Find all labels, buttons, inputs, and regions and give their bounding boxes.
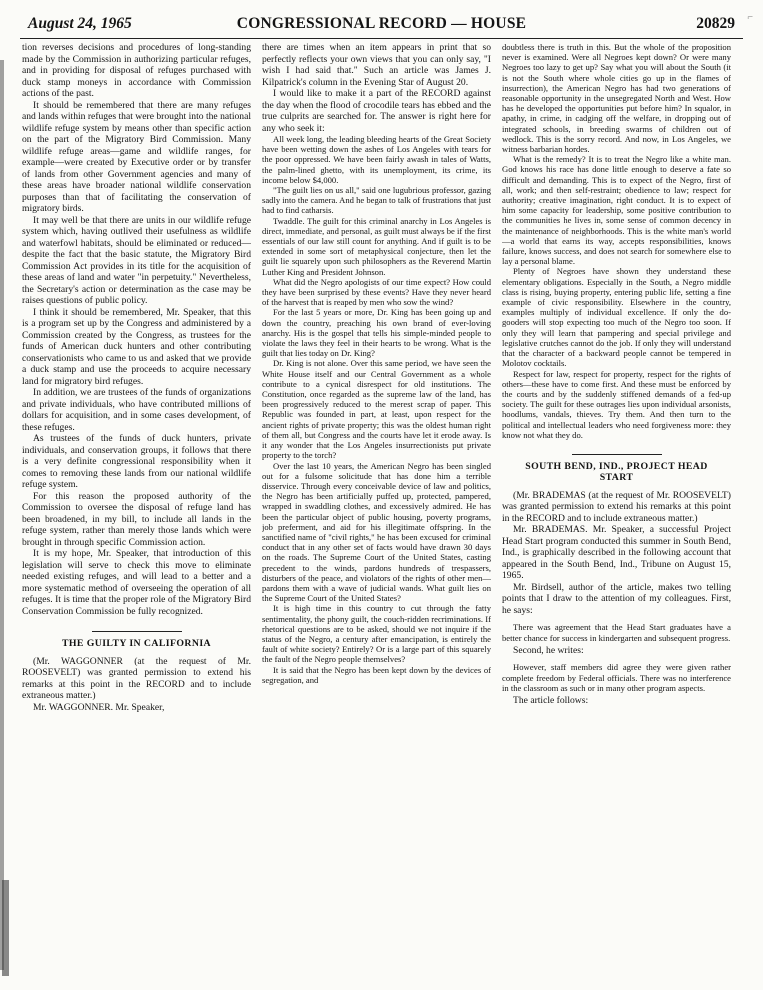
header-title: CONGRESSIONAL RECORD — HOUSE — [236, 15, 527, 32]
column-right-body — [502, 42, 731, 440]
paragraph: Respect for law, respect for property, respect for the rights of others—these have to come first. And these must be enforced by the courts and by the suddenly stiffened demands of a fed-up society. The guilt for these outrages lies upon individual arsonists, hoodlums, vandals, thieves. Try them. And then turn to the political and intellectual leaders who need forgiveness more: they know not what they do. — [502, 368, 731, 440]
paragraph: All week long, the leading bleeding hearts of the Great Society have been wetting down the ashes of Los Angeles with tears for the poor oppressed. We have been fairly awash in tales of Watts, the palm-lined ghetto, with its unemployment, its crime, its income below $4,000. — [262, 134, 491, 185]
column-right-section-body — [502, 524, 731, 706]
paragraph: Over the last 10 years, the American Negro has been singled out for a fulsome solicitude that has done him a terrible disservice. Through every conceivable device of law and politics, the Negro has been artificially puffed up, protected, pampered, wrapped in swaddling clothes, and excessively admired. He has been the particular object of public housing, poverty programs, job preferment, and aid for his illegitimate offspring. In the sanctified name of "civil rights," he has been excused for criminal conduct that in any other set of facts would have drawn 30 days on the roads. The Supreme Court of the United States, casting precedent to the winds, pardons hundreds of trespassers, disturbers of the peace, and violators of the rights of other men—pardons them with a wave of judicial wands. What guilt lies on the Supreme Court of the United States? — [262, 460, 491, 604]
section-note: (Mr. WAGGONNER (at the request of Mr. ROOSEVELT) was granted permission to extend his remarks at this point in the RECORD and to include extraneous matter.) — [22, 655, 251, 701]
paragraph: It is high time in this country to cut through the fatty sentimentality, the phony guilt, the couch-ridden recriminations. If rhetorical questions are to be asked, should we not inquire if the status of the Negro, a century after emancipation, is entirely the fault of white society? Entirely? Or is a large part of this squarely the fault of the Negro people themselves? — [262, 603, 491, 665]
paragraph: tion reverses decisions and procedures of long-standing made by the Commission in authorizing particular refuges, and in providing for disposal of refuges purchased with duck stamp moneys in accordance with Commission actions of the past. — [22, 42, 251, 99]
header-page-number: 20829 — [696, 15, 735, 32]
section-start: Mr. WAGGONNER. Mr. Speaker, — [33, 701, 165, 713]
paragraph: In addition, we are trustees of the funds of organizations and private individuals, who have contributed millions of dollars for acquisition, and in some cases development, of these refuges. — [22, 387, 251, 433]
column-middle — [262, 42, 491, 977]
paragraph: Plenty of Negroes have shown they understand these elementary obligations. Especially in the South, a Negro middle class is rising, buying property, entering public life, setting a fine example of civic responsibility. Elsewhere in the country, examples multiply of individual excellence. If only the do-gooders will stop expecting too much of the Negro too soon. If only they will learn that pampering and special privilege and legislative crutches cannot do the job. If only they will understand that the character of a backward people cannot be tempered in Molotov cocktails. — [502, 266, 731, 369]
paragraph: It is said that the Negro has been kept down by the devices of segregation, and — [262, 664, 491, 685]
paragraph: I would like to make it a part of the RECORD against the day when the flood of crocodile tears has ebbed and the true culprits are searched for. The answer is right here for any who seek it: — [262, 88, 491, 134]
paragraph: It is my hope, Mr. Speaker, that introduction of this legislation will serve to check this move to eliminate needed existing refuges, and will lead to a better and a more systematic method of overseeing the operation of all refuges. It is time that the proper role of the Migratory Bird Conservation Commission be fully recognized. — [22, 548, 251, 617]
section-title-guilty-in-california: THE GUILTY IN CALIFORNIA — [61, 638, 212, 649]
corner-mark: ⌐ — [747, 12, 753, 23]
paragraph: There was agreement that the Head Start graduates have a better chance for success in kindergarten and subsequent progress. — [502, 622, 731, 643]
column-left — [22, 42, 251, 977]
section-title-south-bend-head-start: SOUTH BEND, IND., PROJECT HEAD START — [525, 460, 708, 484]
paragraph: It should be remembered that there are many refuges and lands within refuges that were brought into the national wildlife refuge system by means other than specific action on the part of the Migratory Bird Commission. Many wildlife refuge areas—game and wildlife ranges, for example—were created by Executive order or by transfer of lands from other Government agencies and many of these areas have broader national wildlife conservation purposes than that of facilitating the conservation of migratory birds. — [22, 99, 251, 214]
paragraph: "The guilt lies on us all," said one lugubrious professor, gazing sadly into the camera. And he began to talk of frustrations that just had to find catharsis. — [262, 185, 491, 216]
paragraph: Second, he writes: — [513, 644, 584, 656]
paragraph: Dr. King is not alone. Over this same period, we have seen the White House itself and our Central Government as a whole contribute to a cynical disrespect for old institutions. The Constitution, once regarded as the supreme law of the land, has been progressively reduced to the merest scrap of paper. This Republic was founded in part, at least, upon respect for the ancient rights of private property; this was the oldest human right of them all, but Congress and the courts have let it erode away. Is it any wonder that the Los Angeles insurrectionists put private property to the torch? — [262, 358, 491, 461]
paragraph: doubtless there is truth in this. But the whole of the proposition never is examined. Were all Negroes kept down? Or were many Negroes too lazy to get up? Say what you will about the South (it is not the South where whole cities go up in the flames of insurrection), the American Negro has had two generations of reasonable opportunity in the unsegregated North and West. How has he developed the opportunities put before him? In squalor, in apathy, in crime, in cadging off the welfare, in dropping out of integrated schools, in breeding swarms of children out of wedlock. This is the sorry record. And now, in Los Angeles, we witness barbarian hordes. — [502, 42, 731, 155]
section-divider — [572, 454, 662, 455]
paragraph: The article follows: — [513, 694, 589, 706]
paragraph: However, staff members did agree they were given rather complete freedom by Federal officials. There was no interference in the classroom as such or in many other program aspects. — [502, 662, 731, 693]
paragraph: Mr. BRADEMAS. Mr. Speaker, a successful Project Head Start program conducted this summer in South Bend, Ind., is graphically described in the following account that appeared in the South Bend, Ind., Tribune on August 15, 1965. — [502, 524, 731, 582]
page-header — [20, 15, 743, 37]
scan-edge-artifact — [0, 60, 4, 970]
header-rule — [20, 38, 743, 39]
paragraph: As trustees of the funds of duck hunters, private individuals, and conservation groups, it follows that there is a very definite congressional responsibility when it comes to removing these lands from our national wildlife refuge system. — [22, 433, 251, 490]
section-note: (Mr. BRADEMAS (at the request of Mr. ROOSEVELT) was granted permission to extend his remarks at this point in the RECORD and to include extraneous matter.) — [502, 489, 731, 524]
paragraph: I think it should be remembered, Mr. Speaker, that this is a program set up by the Congress and administered by a Commission created by the Congress, as trustees for the funds of American duck hunters and other contributing conservationists who came to us and asked that we provide a duck stamp and use the proceeds to acquire necessary land for migratory bird refuges. — [22, 306, 251, 387]
section-divider — [92, 631, 182, 632]
paragraph: It may well be that there are units in our wildlife refuge system which, having outlived their usefulness as wildlife and waterfowl habitats, should be eliminated or reduced—despite the fact that the basic statute, the Migratory Bird Commission Act provides in its title for the acquisition of these areas of land and water "in perpetuity." Nevertheless, the Secretary's action or determination as the case may be raises questions of public policy. — [22, 214, 251, 306]
paragraph: For the last 5 years or more, Dr. King has been going up and down the country, preaching his own brand of ever-loving anarchy. His is the gospel that tells his simple-minded people to violate the laws they feel in their hearts to be wrong. What is the guilt that lies today on Dr. King? — [262, 307, 491, 359]
column-right — [502, 42, 731, 977]
paragraph: Mr. Birdsell, author of the article, makes two telling points that I draw to the attention of my colleagues. First, he says: — [502, 581, 731, 616]
paragraph: What is the remedy? It is to treat the Negro like a white man. God knows his race has done little enough to deserve a fate so difficult and demanding. This is to expect of the Negro, first of all, work; and then self-restraint; obedience to law; respect for authority; creative imagination, right conduct. It is to expect of him some capacity for leadership, some positive contribution to the communities he lives in, some sense of common decency in the maintenance of neighborhoods. This is the white man's world—a world that earns its way, accepts responsibilities, knows failure, knows success, and does not search for somewhere else to lay a personal blame. — [502, 154, 731, 267]
paragraph: there are times when an item appears in print that so perfectly reflects your own views that you can only say, "I wish I had said that." Such an article was James J. Kilpatrick's column in the Evening Star of August 20. — [262, 42, 491, 88]
paragraph: What did the Negro apologists of our time expect? How could they have been surprised by these events? Have they never heard of the harvest that is reaped by men who sow the wind? — [262, 276, 491, 308]
paragraph: For this reason the proposed authority of the Commission to oversee the disposal of refuge land has been broadened, in my bill, to include all lands in the refuge system, rather than merely those lands which were brought in through specific Commission action. — [22, 490, 251, 548]
left-margin-marker — [2, 880, 9, 976]
paragraph: Twaddle. The guilt for this criminal anarchy in Los Angeles is direct, immediate, and personal, as guilt must always be if the first essentials of our law still count for anything. And if guilt is to be extended in some sort of metaphysical conjecture, then let the guilt lie squarely upon such philosophers as the Reverend Martin Luther King and President Johnson. — [262, 215, 491, 277]
header-date: August 24, 1965 — [28, 15, 132, 32]
